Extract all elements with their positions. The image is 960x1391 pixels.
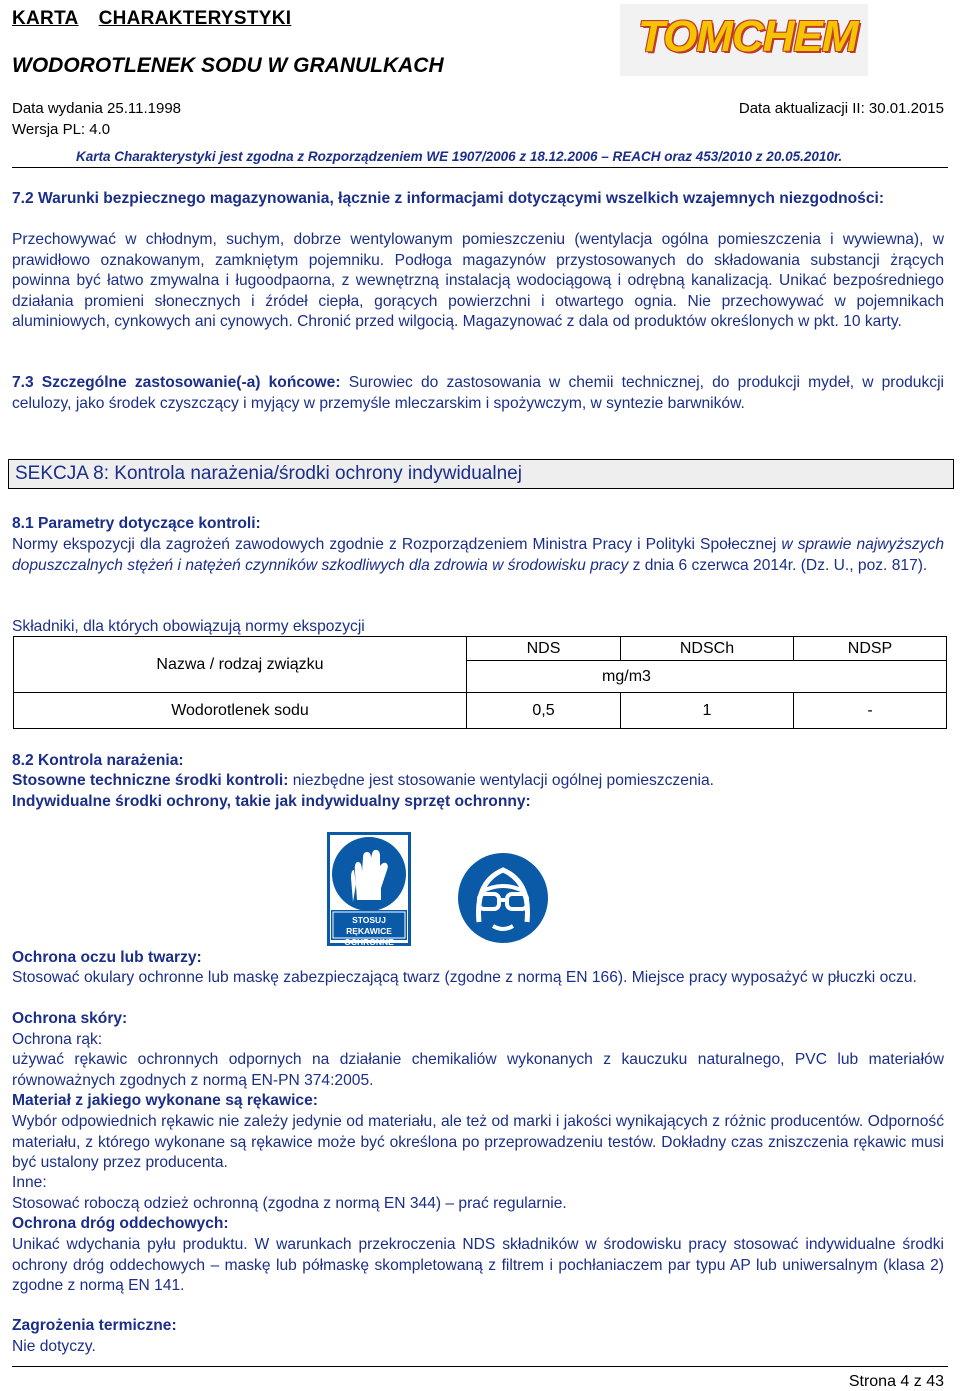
hand-protection-text: używać rękawic ochronnych odpornych na działanie chemikaliów wykonanych z kauczuku naturalnego, PVC lub materiałów równoważnych zgodnych z normą EN-PN 374:2005. xyxy=(12,1051,944,1089)
table-cell-ndsp: - xyxy=(794,693,947,729)
table-header-name: Nazwa / rodzaj związku xyxy=(14,637,467,693)
section-8-1-body-italic: w sprawie najwyższych dopuszczalnych stężeń i natężeń czynników szkodliwych dla zdrowia w środowisku pracy xyxy=(12,536,945,574)
table-header-ndsch: NDSCh xyxy=(621,637,794,661)
section-8-2-heading: 8.2 Kontrola narażenia: xyxy=(12,752,184,769)
other-label: Inne: xyxy=(12,1174,47,1191)
table-unit-cell xyxy=(467,661,947,693)
table-cell-ndsch: 1 xyxy=(621,693,794,729)
components-label: Składniki, dla których obowiązują normy ekspozycji xyxy=(12,618,365,635)
title-part-karta: KARTA xyxy=(12,8,79,29)
table-unit: mg/m3 xyxy=(602,667,651,685)
table-header-nds: NDS xyxy=(467,637,621,661)
section-7-2-body xyxy=(12,230,944,333)
glove-material-label: Materiał z jakiego wykonane są rękawice: xyxy=(12,1092,318,1109)
footer-divider xyxy=(12,1366,948,1367)
document-type-title xyxy=(12,8,311,30)
gloves-sign-text xyxy=(333,915,405,948)
exposure-limits-table xyxy=(13,636,947,729)
section-7-3 xyxy=(12,373,944,414)
thermal-hazards-label: Zagrożenia termiczne: xyxy=(12,1317,177,1334)
table-header-ndsp: NDSP xyxy=(794,637,947,661)
section-7-2-body-part2: Podłoga magazynów przystosowanych do składowania substancji żrących powinna być łatwo zmywalna i ługoodpaorna, z wewnętrzną instalacją wodociągową i odrębną kanalizacją. Unikać bezpośredniego działania promieni słonecznych i źródeł ciepła, gorących powierzchni i otwartego ognia. Nie przechowywać w pojemnikach aluminiowych, cynkowych ani cynowych. Chronić przed wilgocią. Magazynować z dala od produktów określonych w pkt. 10 karty. xyxy=(12,251,944,331)
header-divider xyxy=(12,167,948,168)
technical-controls-label: Stosowne techniczne środki kontroli: xyxy=(12,772,289,789)
update-date: Data aktualizacji II: 30.01.2015 xyxy=(738,100,944,117)
technical-controls-text: niezbędne jest stosowanie wentylacji ogólnej pomieszczenia. xyxy=(288,772,715,789)
logo-text: TOMCHEM xyxy=(638,12,858,61)
product-name: WODOROTLENEK SODU W GRANULKACH xyxy=(12,54,444,77)
section-8-title: SEKCJA 8: Kontrola narażenia/środki ochrony indywidualnej xyxy=(15,463,522,484)
section-8-1-body-plain: Normy ekspozycji dla zagrożeń zawodowych zgodnie z Rozporządzeniem Ministra Pracy i Polityki Społecznej xyxy=(12,536,782,553)
glove-material-text: Wybór odpowiednich rękawic nie zależy jedynie od materiału, ale też od marki i jakości wynikających z różnic producentów. Odporność materiału, z którego wykonane są rękawice może być określona po przeprowadzeniu testów. Dokładny czas zniszczenia rękawic musi być ustalony przez producenta. xyxy=(12,1113,944,1172)
section-8-1-heading: 8.1 Parametry dotyczące kontroli: xyxy=(12,515,261,532)
section-7-2-heading: 7.2 Warunki bezpiecznego magazynowania, łącznie z informacjami dotyczącymi wszelkich wzajemnych niezgodności: xyxy=(12,190,885,207)
company-logo xyxy=(620,4,868,76)
other-text: Stosować roboczą odzież ochronną (zgodna z normą EN 344) – prać regularnie. xyxy=(12,1195,567,1212)
gloves-pictogram xyxy=(327,832,411,946)
gloves-sign-line1: STOSUJ RĘKAWICE xyxy=(346,915,392,936)
section-8-title-box xyxy=(8,459,954,489)
section-7-2-body-part1: Przechowywać w chłodnym, suchym, dobrze wentylowanym pomieszczeniu (wentylacja ogólna pomieszczenia i wywiewna), w prawidłowo oznakowanym, zamkniętym pojemniku. xyxy=(12,231,944,269)
technical-controls xyxy=(12,771,944,792)
respiratory-protection-label: Ochrona dróg oddechowych: xyxy=(12,1215,229,1232)
eye-protection-text: Stosować okulary ochronne lub maskę zabezpieczającą twarz (zgodne z normą EN 166). Miejsce pracy wyposażyć w płuczki oczu. xyxy=(12,969,917,986)
hand-protection-label: Ochrona rąk: xyxy=(12,1031,103,1048)
skin-protection-label: Ochrona skóry: xyxy=(12,1010,128,1027)
page-number: Strona 4 z 43 xyxy=(848,1373,944,1390)
respiratory-protection-text: Unikać wdychania pyłu produktu. W warunkach przekroczenia NDS składników w środowisku pracy stosować indywidualne środki ochrony dróg oddechowych – maskę lub półmaskę skompletowaną z filtrem i pochłaniaczem par typu AP lub uniwersalnym (klasa 2) zgodne z normą EN 141. xyxy=(12,1236,944,1295)
goggles-sign-icon xyxy=(457,852,549,944)
section-8-1-body xyxy=(12,535,944,576)
table-cell-name: Wodorotlenek sodu xyxy=(14,693,467,729)
regulation-note: Karta Charakterystyki jest zgodna z Rozporządzeniem WE 1907/2006 z 18.12.2006 – REACH oraz 453/2010 z 20.05.2010r. xyxy=(76,149,843,164)
gloves-sign-line2: OCHRONNE xyxy=(344,937,394,947)
section-7-3-body: Surowiec do zastosowania w chemii technicznej, do produkcji mydeł, w produkcji celulozy, jako środek czyszczący i myjący w przemyśle mleczarskim i spożywczym, w syntezie barwników. xyxy=(12,374,944,412)
ppe-label: Indywidualne środki ochrony, takie jak indywidualny sprzęt ochronny: xyxy=(12,793,531,810)
eye-protection-pictogram xyxy=(457,852,549,944)
title-part-charakterystyki: CHARAKTERYSTYKI xyxy=(98,8,292,29)
issue-date: Data wydania 25.11.1998 xyxy=(12,100,182,117)
table-cell-nds: 0,5 xyxy=(467,693,621,729)
version: Wersja PL: 4.0 xyxy=(12,121,111,138)
thermal-hazards-text: Nie dotyczy. xyxy=(12,1338,96,1355)
table-header-row xyxy=(14,637,947,661)
eye-protection-label: Ochrona oczu lub twarzy: xyxy=(12,949,202,966)
section-7-3-heading: 7.3 Szczególne zastosowanie(-a) końcowe: xyxy=(12,374,341,391)
section-8-1-body-end: z dnia 6 czerwca 2014r. (Dz. U., poz. 817). xyxy=(628,556,928,574)
table-row xyxy=(14,693,947,729)
